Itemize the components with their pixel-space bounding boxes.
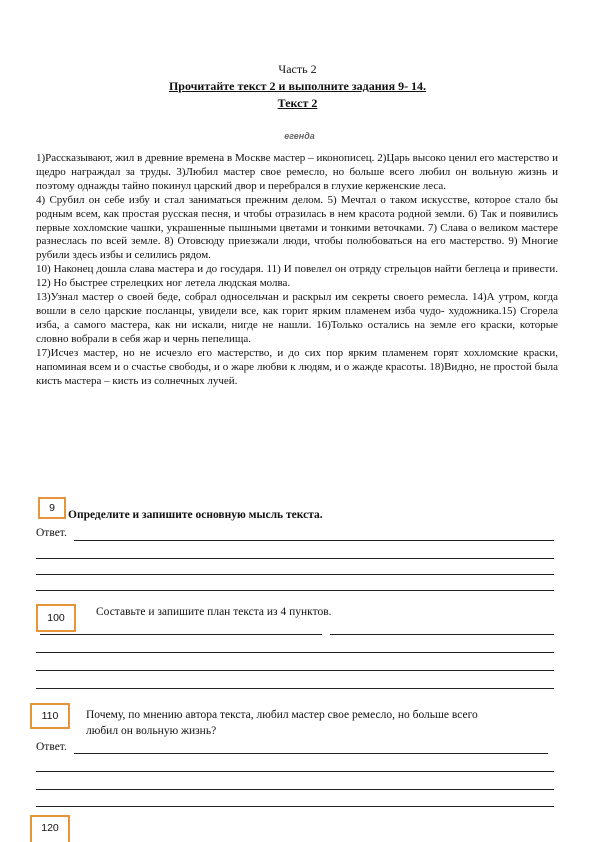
answer-line[interactable]: [330, 634, 554, 635]
part-heading: Часть 2: [278, 62, 317, 76]
answer-line[interactable]: [36, 688, 554, 689]
text-title: Текст 2: [277, 96, 318, 110]
answer-line[interactable]: [36, 590, 554, 591]
task-10-text: Составьте и запишите план текста из 4 пунктов.: [96, 606, 332, 618]
task-number-box: 100: [36, 604, 76, 632]
answer-line[interactable]: [36, 806, 554, 807]
story-paragraph: 17)Исчез мастер, но не исчезло его мастерство, и до сих пор ярким пламенем горят хохломские краски, напоминая всем и о счастье свободы, и о жаре любви к людям, и о жажде красоты. 18)Видно, не простой была кисть мастера – кисть из солнечных лучей.: [36, 346, 558, 387]
story-text: [36, 152, 558, 388]
story-paragraph: 1)Рассказывают, жил в древние времена в Москве мастер – иконописец. 2)Царь высоко ценил его мастерство и щедро награждал за труды. 3)Любил мастер свое ремесло, но больше всего любил он вольную жизнь и поэтому однажды тайно покинул царский двор и перебрался в глухие керженские леса.: [36, 152, 558, 192]
answer-line[interactable]: [36, 652, 554, 653]
task-number-box: 110: [30, 703, 70, 729]
answer-line[interactable]: [74, 753, 548, 754]
legend-label: егенда: [284, 131, 315, 141]
story-paragraph: 4) Срубил он себе избу и стал заниматься прежним делом. 5) Мечтал о таком искусстве, которое стало бы родным всем, как простая русская песня, и чтобы отразилась в нем красота родной земли. 6) Так и появились первые хохломские чашки, украшенные пышными цветами и тонкими веточками. 7) Слава о великом мастере разнеслась по всей земле. 8) Отовсюду приезжали люди, чтобы полюбоваться на его мастерство. 9) Многие рубили здесь избы и селились рядом.: [36, 193, 558, 262]
instruction-heading: Прочитайте текст 2 и выполните задания 9- 14.: [168, 79, 427, 93]
story-paragraph: 10) Наконец дошла слава мастера и до государя. 11) И повелел он отряду стрельцов найти беглеца и привести. 12) Но быстрее стрелецких ног летела людская молва.: [36, 263, 558, 290]
answer-line[interactable]: [36, 574, 554, 575]
task-11-text-line2: любил он вольную жизнь?: [86, 725, 217, 737]
answer-label: Ответ.: [36, 741, 67, 753]
task-number-box: 9: [38, 497, 66, 519]
answer-line[interactable]: [36, 670, 554, 671]
story-paragraph: 13)Узнал мастер о своей беде, собрал односельчан и раскрыл им секреты своего ремесла. 14)А утром, когда вошли в село царские посланцы, увидели все, как горит ярким пламенем изба чудо- художника.15) Сгорела изба, а самого мастера, как ни искали, нигде не нашли. 16)Только остались на земле его краски, которые словно вобрали в себя жар и чернь пепелища.: [36, 291, 558, 345]
task-11-text-line1: Почему, по мнению автора текста, любил мастер свое ремесло, но больше всего: [86, 709, 478, 721]
answer-line[interactable]: [74, 540, 554, 541]
answer-line[interactable]: [36, 771, 554, 772]
answer-label: Ответ.: [36, 527, 67, 539]
task-9-text: Определите и запишите основную мысль текста.: [68, 509, 323, 521]
answer-line[interactable]: [40, 634, 322, 635]
task-number-box: 120: [30, 815, 70, 842]
answer-line[interactable]: [36, 789, 554, 790]
answer-line[interactable]: [36, 558, 554, 559]
